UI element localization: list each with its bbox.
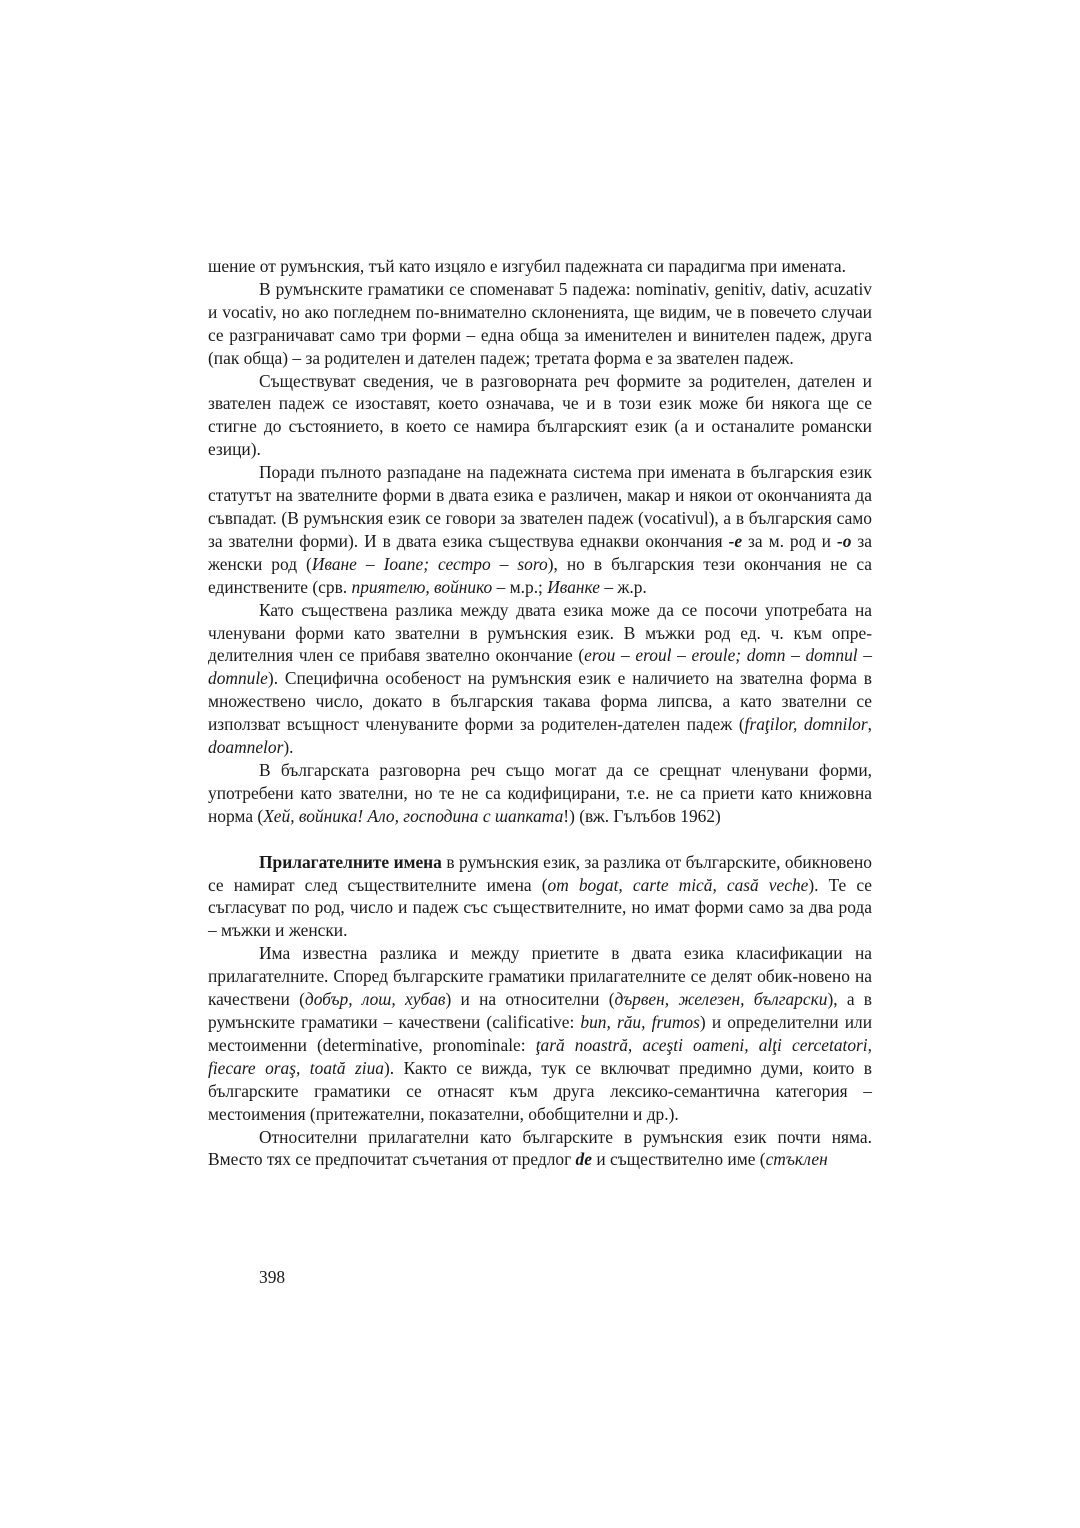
- text-run: !) (вж. Гълъбов 1962): [563, 805, 721, 826]
- text-run: fraţilor, domnilor: [744, 714, 868, 735]
- text-run: и съществително име (: [591, 1149, 766, 1170]
- paragraph: [208, 759, 872, 828]
- text-run: – ж.р.: [599, 576, 647, 597]
- text-run: om bogat, carte mică, casă veche: [547, 874, 809, 895]
- text-run: Като съществена разлика между двата езика може да се посочи употребата на членувани форми като звателни в румънския език. В мъжки род ед. ч. към опре-делителния член се прибавя звателно окончание (: [208, 599, 872, 666]
- text-run: bun, rău, frumos: [580, 1012, 700, 1032]
- text-run: ţară noastră, aceşti oameni, alţi cercetatori, fiecare oraş, toată ziua: [208, 1034, 872, 1078]
- text-run: Съществуват сведения, че в разговорната реч формите за родителен, дателен и звателен падеж се изоставят, което означава, че и в този език може би някога ще се стигне до състоянието, в което се намира българският език (а и останалите романски езици).: [208, 370, 872, 460]
- text-run: ), но в българския тези окончания не са единствените (срв.: [208, 553, 872, 597]
- paragraph: [208, 461, 872, 598]
- text-run: erou – eroul – eroule; domn – domnul – domnule: [208, 645, 872, 689]
- paragraph: [208, 851, 872, 943]
- text-run: ) и на относителни (: [445, 989, 615, 1010]
- text-run: дървен, железен, български: [614, 989, 828, 1010]
- text-run: ). Те се съгласуват по род, число и падеж със съществителните, но имат форми само за два рода – мъжки и женски.: [208, 874, 872, 941]
- paragraph: [208, 942, 872, 1125]
- text-run: Хей, войника! Ало, господина с шапката: [263, 805, 564, 826]
- text-run: ). Както се вижда, тук се включват предимно думи, които в българските граматики се отнасят към друга лексико-семантична категория – местоимения (притежателни, показателни, обобщителни и др.).: [208, 1057, 872, 1124]
- text-run: за женски род (: [208, 530, 872, 574]
- text-run: добър, лош, хубав: [304, 989, 446, 1010]
- text-run: Поради пълното разпадане на падежната система при имената в българския език статутът на звателните форми в двата езика е различен, макар и някои от окончанията да съвпадат. (В румънския език се говори за звателен падеж (vocativul), а в българския само за звателни форми). И в двата езика съществува еднакви окончания: [208, 462, 872, 551]
- text-run: за м. род и: [742, 530, 837, 551]
- text-run: – м.р.;: [492, 576, 548, 597]
- paragraph: [208, 1126, 872, 1172]
- text-run: ), а в румънските граматики – качествени (calificative:: [208, 989, 873, 1032]
- text-run: -е: [728, 530, 743, 551]
- text-run: Има известна разлика и между приетите в двата езика класификации на прилагателните. Според българските граматики прилагателните се делят обик-новено на качествени (: [208, 943, 872, 1010]
- text-run: В румънските граматики се споменават 5 падежа: nominativ, genitiv, dativ, acuzativ и vocativ, но ако погледнем по-внимателно склоненията, ще видим, че в повечето случаи се разграничават само три форми – една обща за именителен и винителен падеж, друга (пак обща) – за родителен и дателен падеж; третата форма е за звателен падеж.: [208, 278, 872, 368]
- text-run: de: [575, 1149, 592, 1170]
- paragraph: [208, 599, 872, 759]
- text-run: В българската разговорна реч също могат да се срещнат членувани форми, употребени като звателни, но те не са кодифицирани, т.е. не са приети като книжовна норма (: [208, 759, 872, 826]
- page-number: 398: [259, 1267, 286, 1287]
- text-run: ) и определителни или местоименни (determinative, pronominale:: [208, 1012, 872, 1055]
- text-run: ,: [867, 714, 872, 735]
- paragraph: [208, 255, 872, 278]
- text-run: doamnelor: [208, 737, 284, 758]
- text-run: стъклен: [765, 1149, 828, 1170]
- text-run: Иване – Ioane; сестро – soro: [311, 553, 548, 574]
- body-text: [208, 255, 872, 1171]
- text-run: ). Специфична особеност на румънския език е наличието на звателна форма в множествено число, докато в българския такава форма липсва, а като звателни се използват всъщност членуваните форми за родителен-дателен падеж (: [208, 668, 872, 735]
- text-run: Прилагателните имена: [259, 851, 442, 872]
- text-run: ).: [283, 737, 294, 758]
- text-run: -о: [836, 530, 852, 551]
- text-run: шение от румънския, тъй като изцяло е изгубил падежната си парадигма при имената.: [208, 256, 846, 276]
- paragraph: [208, 370, 872, 462]
- text-run: приятелю, войнико: [351, 576, 493, 597]
- paragraph: [208, 278, 872, 370]
- text-run: в румънския език, за разлика от българските, обикновено се намират след съществителните имена (: [208, 851, 873, 895]
- text-run: Иванке: [547, 576, 600, 597]
- text-run: Относителни прилагателни като българските в румънския език почти няма. Вместо тях се предпочитат съчетания от предлог: [208, 1126, 872, 1170]
